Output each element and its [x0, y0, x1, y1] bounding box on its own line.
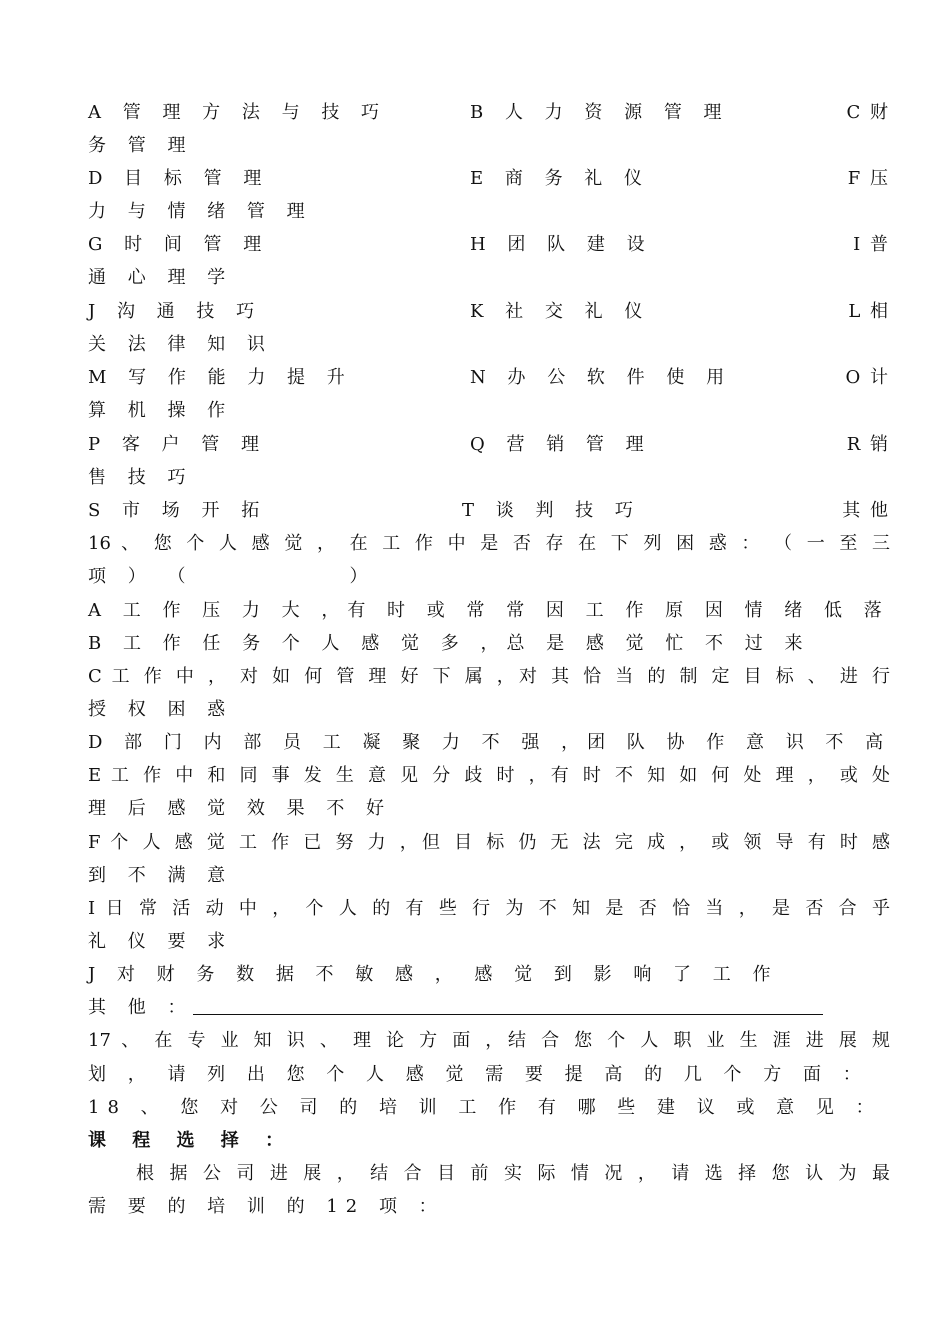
q16-option-e-line2: 理 后 感 觉 效 果 不 好 [88, 798, 393, 819]
option-row-1-cont: 务 管 理 [88, 135, 194, 156]
option-l: L 相 [848, 301, 890, 322]
option-row-3-cont: 通 心 理 学 [88, 267, 234, 288]
course-selection-heading: 课 程 选 择 ： [88, 1130, 294, 1151]
option-m: M 写 作 能 力 提 升 [88, 367, 353, 388]
option-row-3 [88, 228, 890, 261]
option-o: O 计 [845, 367, 890, 388]
option-s: S 市 场 开 拓 [88, 500, 268, 521]
q16-other-label: 其 他 ： [88, 997, 194, 1018]
course-paragraph-line2: 需 要 的 培 训 的 12 项 ： [88, 1196, 445, 1217]
q16-option-i-line2: 礼 仪 要 求 [88, 931, 234, 952]
q16-option-d: D 部 门 内 部 员 工 凝 聚 力 不 强 ，团 队 协 作 意 识 不 高 [88, 732, 892, 753]
option-k: K 社 交 礼 仪 [470, 301, 651, 322]
q16-option-f-line1: F 个 人 感 觉 工 作 已 努 力 ，但 目 标 仍 无 法 完 成 ， 或 领 导 有 时 感 [88, 832, 890, 853]
option-r: R 销 [846, 434, 890, 455]
option-row-5 [88, 361, 890, 394]
option-h: H 团 队 建 设 [470, 234, 653, 255]
q16-option-b: B 工 作 任 务 个 人 感 觉 多 ，总 是 感 觉 忙 不 过 来 [88, 633, 811, 654]
q16-question-line1: 16 、 您 个 人 感 觉 ， 在 工 作 中 是 否 存 在 下 列 困 惑 ： （ 一 至 三 [88, 533, 890, 554]
option-row-7 [88, 494, 890, 527]
q16-option-j: J 对 财 务 数 据 不 敏 感 ， 感 觉 到 影 响 了 工 作 [88, 964, 779, 985]
q17-line2: 划 ， 请 列 出 您 个 人 感 觉 需 要 提 高 的 几 个 方 面 ： [88, 1064, 869, 1085]
q16-question-line2: 项 ） （ ） [88, 566, 376, 587]
option-row-1 [88, 96, 890, 129]
option-b: B 人 力 资 源 管 理 [470, 102, 730, 123]
option-row-4 [88, 295, 890, 328]
option-other: 其 他 [842, 500, 890, 521]
q16-option-c-line2: 授 权 困 惑 [88, 699, 234, 720]
option-d: D 目 标 管 理 [88, 168, 270, 189]
option-n: N 办 公 软 件 使 用 [470, 367, 733, 388]
option-c: C 财 [846, 102, 890, 123]
option-g: G 时 间 管 理 [88, 234, 270, 255]
option-row-5-cont: 算 机 操 作 [88, 400, 234, 421]
option-q: Q 营 销 管 理 [470, 434, 652, 455]
q16-other-line [88, 991, 890, 1024]
option-a: A 管 理 方 法 与 技 巧 [88, 102, 388, 123]
option-row-6 [88, 428, 890, 461]
option-f: F 压 [847, 168, 890, 189]
q16-option-f-line2: 到 不 满 意 [88, 865, 234, 886]
option-row-2 [88, 162, 890, 195]
option-t: T 谈 判 技 巧 [462, 500, 641, 521]
q16-option-a: A 工 作 压 力 大 ，有 时 或 常 常 因 工 作 原 因 情 绪 低 落 [88, 600, 890, 621]
q16-other-blank[interactable] [193, 994, 823, 1015]
q16-option-e-line1: E 工 作 中 和 同 事 发 生 意 见 分 歧 时 ，有 时 不 知 如 何 处 理 ， 或 处 [88, 765, 890, 786]
option-row-2-cont: 力 与 情 绪 管 理 [88, 201, 313, 222]
option-p: P 客 户 管 理 [88, 434, 267, 455]
option-e: E 商 务 礼 仪 [470, 168, 651, 189]
option-row-4-cont: 关 法 律 知 识 [88, 334, 273, 355]
q16-option-c-line1: C 工 作 中 ， 对 如 何 管 理 好 下 属 ，对 其 恰 当 的 制 定 目 标 、 进 行 [88, 666, 890, 687]
course-paragraph-line1: 根 据 公 司 进 展 ， 结 合 目 前 实 际 情 况 ， 请 选 择 您 认 为 最 [136, 1163, 890, 1184]
option-j: J 沟 通 技 巧 [88, 301, 263, 322]
q17-line1: 17 、 在 专 业 知 识 、 理 论 方 面 ，结 合 您 个 人 职 业 生 涯 进 展 规 [88, 1030, 890, 1051]
option-i: I 普 [853, 234, 890, 255]
q16-option-i-line1: I 日 常 活 动 中 ， 个 人 的 有 些 行 为 不 知 是 否 恰 当 ， 是 否 合 乎 [88, 898, 890, 919]
q18-question: 18 、 您 对 公 司 的 培 训 工 作 有 哪 些 建 议 或 意 见 ： [88, 1097, 882, 1118]
option-row-6-cont: 售 技 巧 [88, 467, 194, 488]
